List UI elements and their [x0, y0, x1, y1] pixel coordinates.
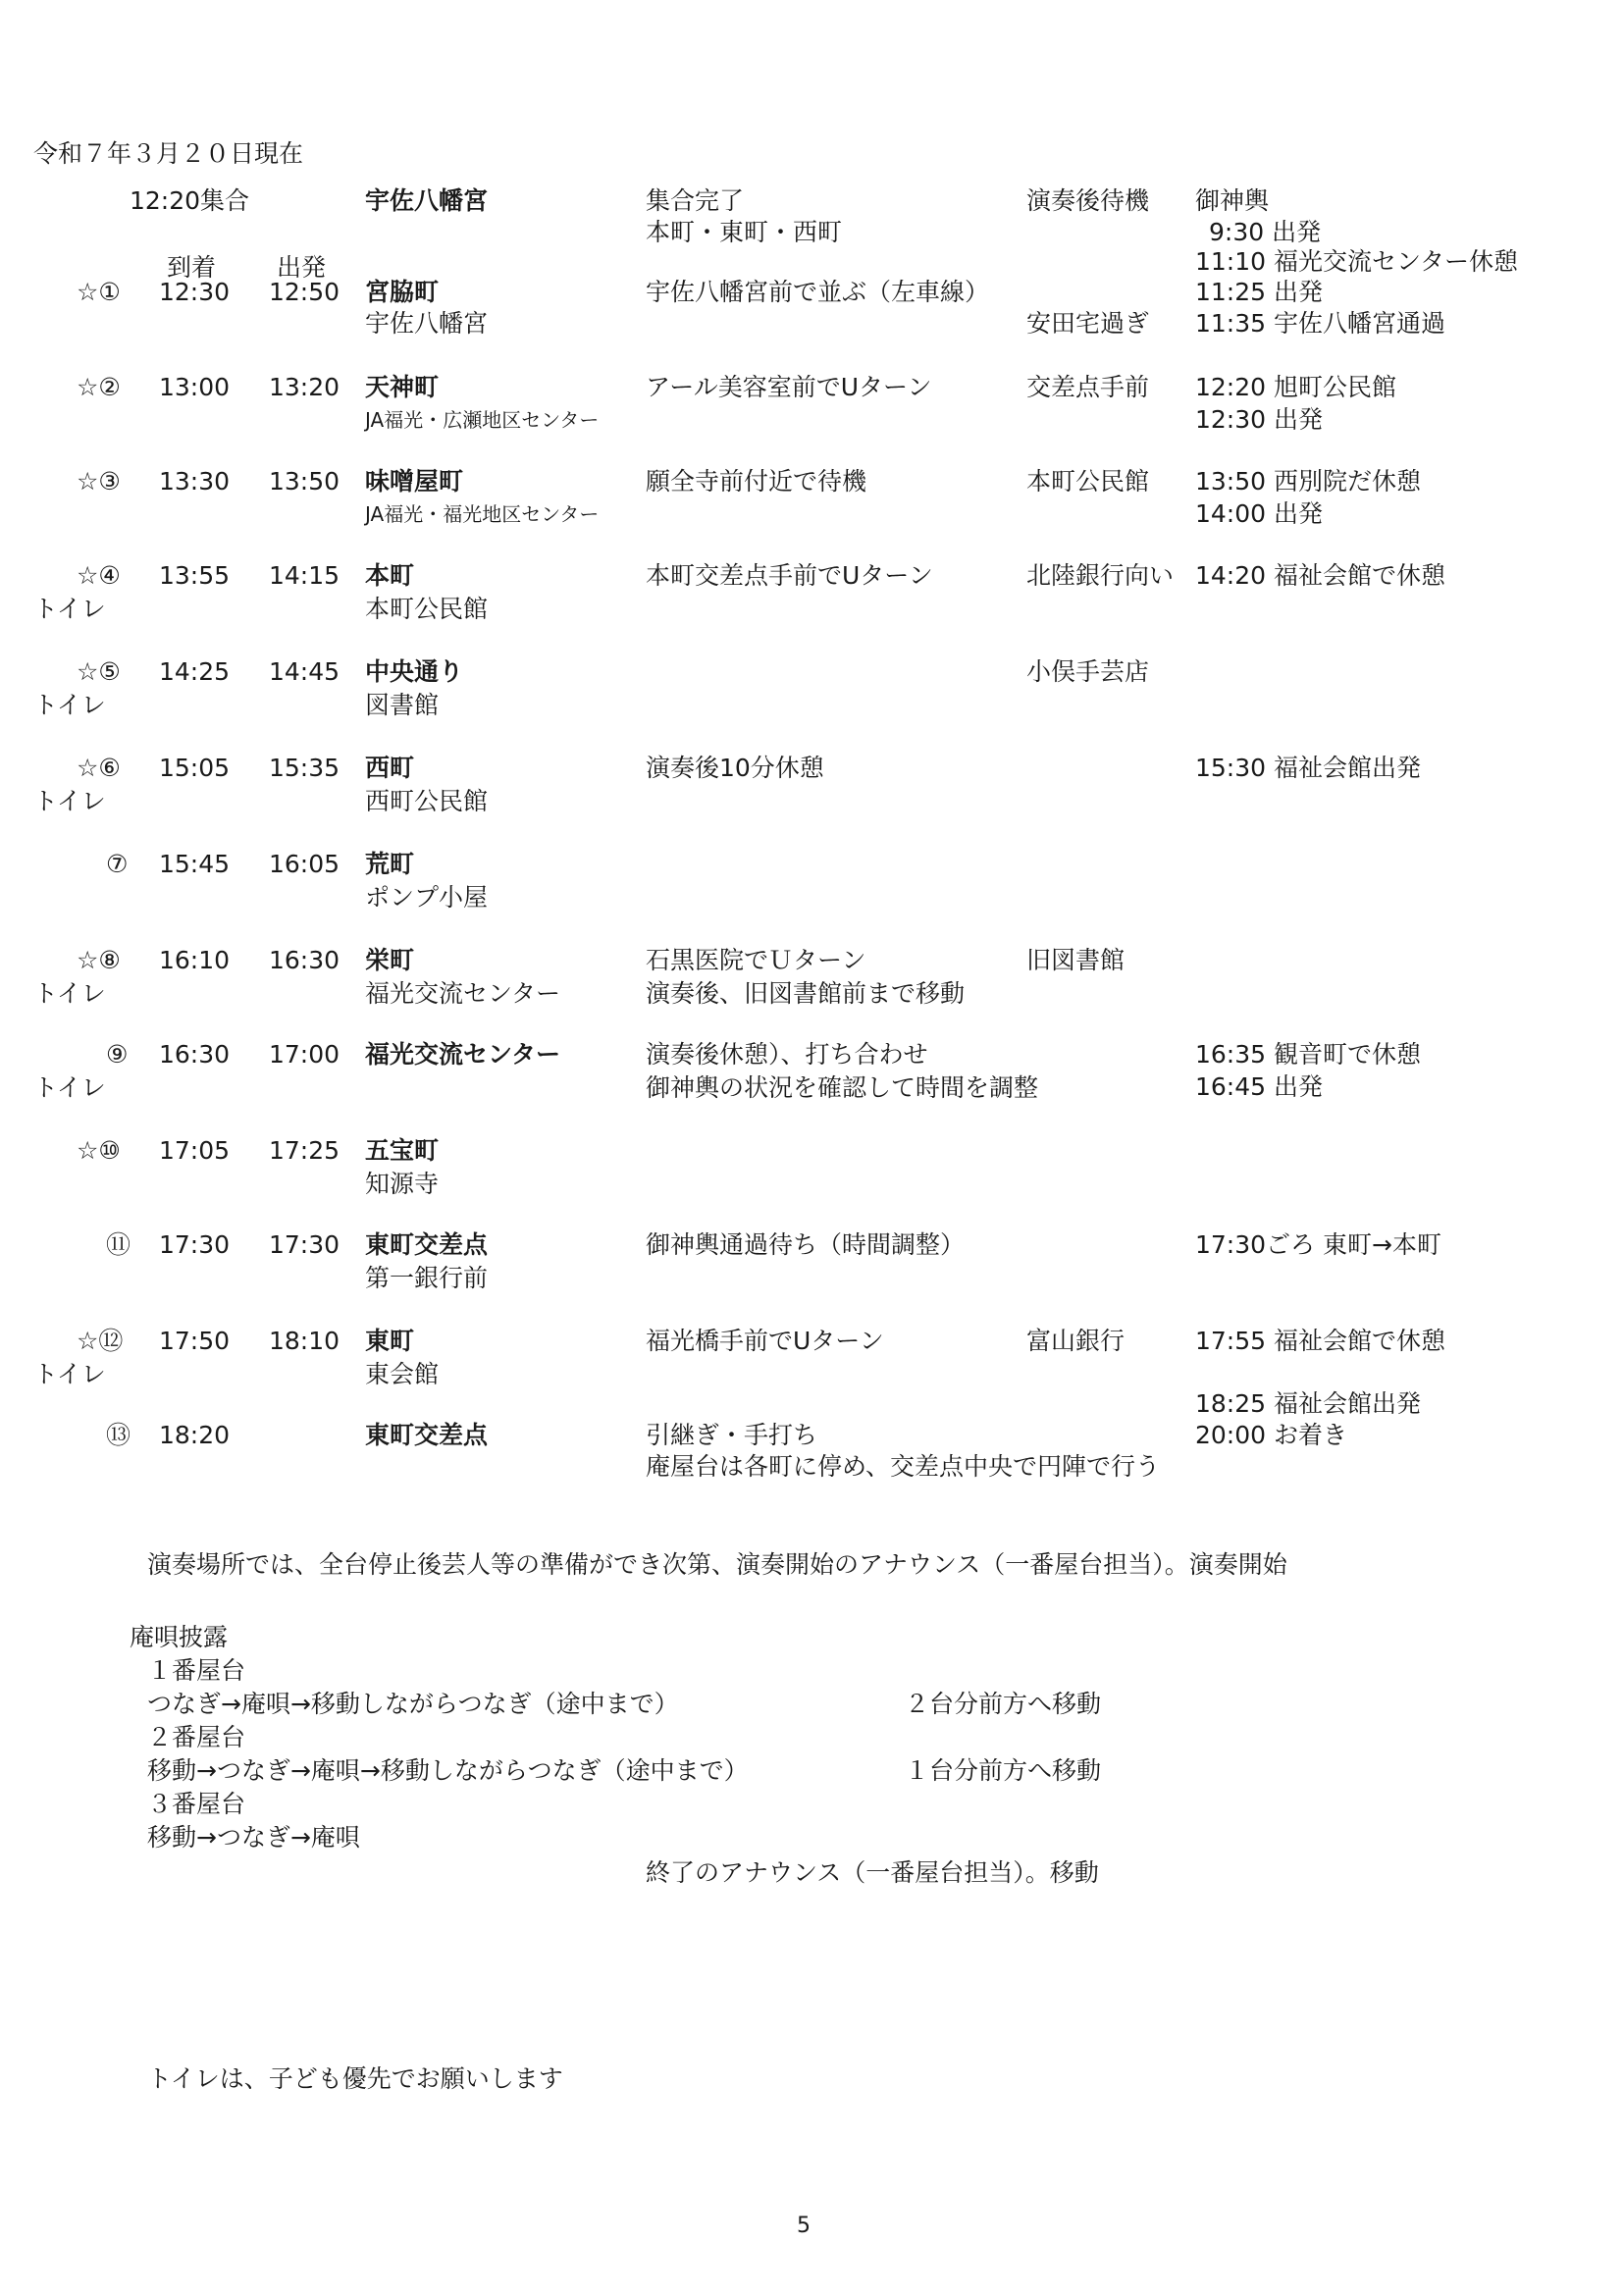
- mikoshi-entry: 14:20 福祉会館で休憩: [1195, 561, 1445, 590]
- stop-arrive: 14:25: [159, 657, 231, 686]
- stop-town: 西町: [365, 754, 415, 782]
- anuta-end-note: 終了のアナウンス（一番屋台担当）。移動: [646, 1858, 1099, 1887]
- stop-place: JA福光・広瀬地区センター: [365, 408, 600, 432]
- stop-arrive: 17:50: [159, 1327, 231, 1355]
- stop-note: 本町交差点手前でUターン: [646, 561, 933, 590]
- stop-town: 中央通り: [365, 657, 464, 686]
- mikoshi-entry: 9:30 出発: [1209, 218, 1322, 246]
- stop-mark: ⑦: [106, 850, 129, 878]
- stop-town: 五宝町: [365, 1136, 440, 1165]
- yatai-2-sequence: 移動→つなぎ→庵唄→移動しながらつなぎ（途中まで）: [147, 1756, 749, 1785]
- mikoshi-entry: 11:25 出発: [1195, 278, 1323, 306]
- stop-town: 栄町: [365, 946, 415, 974]
- yatai-2-label: ２番屋台: [147, 1723, 246, 1751]
- stop-depart: 13:20: [269, 373, 340, 401]
- stop-place: 知源寺: [365, 1170, 440, 1198]
- stop-location: 交差点手前: [1026, 373, 1150, 401]
- stop-mark: ⑬: [106, 1421, 131, 1449]
- toilet-label: トイレ: [33, 979, 106, 1008]
- stop-town: 天神町: [365, 373, 440, 401]
- mikoshi-entry: 14:00 出発: [1195, 499, 1323, 528]
- stop-depart: 12:50: [269, 278, 340, 306]
- gather-standby: 演奏後待機: [1026, 186, 1150, 215]
- stop-mark: ⑪: [106, 1230, 131, 1259]
- stop-mark: ☆⑫: [77, 1327, 124, 1355]
- mikoshi-entry: 18:25 福祉会館出発: [1195, 1389, 1421, 1418]
- gather-time: 12:20集合: [130, 186, 250, 215]
- mikoshi-entry: 20:00 お着き: [1195, 1421, 1347, 1449]
- mikoshi-entry: 15:30 福祉会館出発: [1195, 754, 1421, 782]
- column-depart: 出発: [277, 253, 327, 282]
- toilet-label: トイレ: [33, 1073, 106, 1102]
- mikoshi-entry: 17:30ごろ 東町→本町: [1195, 1230, 1441, 1259]
- stop-arrive: 16:30: [159, 1040, 231, 1069]
- stop-mark: ☆③: [77, 467, 121, 496]
- stop-depart: 17:25: [269, 1136, 340, 1165]
- stop-place: 宇佐八幡宮: [365, 309, 489, 338]
- toilet-label: トイレ: [33, 595, 106, 623]
- stop-place: JA福光・福光地区センター: [365, 502, 600, 526]
- stop-mark: ☆⑥: [77, 754, 121, 782]
- stop-depart: 16:05: [269, 850, 340, 878]
- stop-mark: ☆⑩: [77, 1136, 121, 1165]
- stop-town: 味噌屋町: [365, 467, 464, 496]
- yatai-1-sequence: つなぎ→庵唄→移動しながらつなぎ（途中まで）: [147, 1690, 679, 1718]
- stop-depart: 16:30: [269, 946, 340, 974]
- mikoshi-entry: 17:55 福祉会館で休憩: [1195, 1327, 1445, 1355]
- stop-note: アール美容室前でUターン: [646, 373, 932, 401]
- stop-town: 東町交差点: [365, 1421, 489, 1449]
- stop-arrive: 13:00: [159, 373, 231, 401]
- stop-town: 本町: [365, 561, 415, 590]
- stop-town: 福光交流センター: [365, 1040, 561, 1069]
- stop-note-2: 御神輿の状況を確認して時間を調整: [646, 1073, 1039, 1102]
- gather-place: 宇佐八幡宮: [365, 186, 489, 215]
- yatai-3-label: ３番屋台: [147, 1790, 246, 1818]
- stop-note: 願全寺前付近で待機: [646, 467, 867, 496]
- yatai-3-sequence: 移動→つなぎ→庵唄: [147, 1823, 360, 1852]
- mikoshi-title: 御神輿: [1195, 186, 1270, 215]
- stop-town: 宮脇町: [365, 278, 440, 306]
- stop-depart: 15:35: [269, 754, 340, 782]
- yatai-2-move: １台分前方へ移動: [905, 1756, 1102, 1785]
- stop-arrive: 13:55: [159, 561, 231, 590]
- stop-arrive: 13:30: [159, 467, 231, 496]
- stop-note-2: 庵屋台は各町に停め、交差点中央で円陣で行う: [646, 1452, 1161, 1481]
- stop-note: 石黒医院でＵターン: [646, 946, 866, 974]
- performance-note: 演奏場所では、全台停止後芸人等の準備ができ次第、演奏開始のアナウンス（一番屋台担当）。演奏開始: [147, 1550, 1287, 1579]
- stop-mark: ☆⑧: [77, 946, 121, 974]
- stop-place: 西町公民館: [365, 787, 489, 815]
- stop-place: ポンプ小屋: [365, 883, 489, 912]
- stop-arrive: 16:10: [159, 946, 231, 974]
- gather-towns: 本町・東町・西町: [646, 218, 843, 246]
- stop-arrive: 15:05: [159, 754, 231, 782]
- gather-status: 集合完了: [646, 186, 745, 215]
- stop-location: 北陸銀行向い: [1026, 561, 1175, 590]
- stop-arrive: 17:05: [159, 1136, 231, 1165]
- mikoshi-entry: 16:35 観音町で休憩: [1195, 1040, 1421, 1069]
- mikoshi-entry: 16:45 出発: [1195, 1072, 1323, 1101]
- stop-note: 引継ぎ・手打ち: [646, 1421, 818, 1449]
- stop-mark: ☆②: [77, 373, 121, 401]
- mikoshi-entry: 13:50 西別院だ休憩: [1195, 467, 1421, 496]
- yatai-1-label: １番屋台: [147, 1656, 246, 1685]
- stop-location: 小俣手芸店: [1026, 657, 1150, 686]
- stop-depart: 14:45: [269, 657, 340, 686]
- anuta-title: 庵唄披露: [130, 1623, 229, 1651]
- stop-depart: 17:30: [269, 1230, 340, 1259]
- page-number: 5: [797, 2214, 811, 2238]
- column-arrive: 到着: [167, 253, 217, 282]
- stop-place: 第一銀行前: [365, 1264, 489, 1292]
- stop-depart: 17:00: [269, 1040, 340, 1069]
- stop-note: 御神輿通過待ち（時間調整）: [646, 1230, 966, 1259]
- stop-note-2: 演奏後、旧図書館前まで移動: [646, 979, 966, 1008]
- stop-place: 東会館: [365, 1360, 440, 1388]
- stop-location: 旧図書館: [1026, 946, 1126, 974]
- date-header: 令和７年３月２０日現在: [33, 139, 304, 168]
- stop-note: 宇佐八幡宮前で並ぶ（左車線）: [646, 278, 990, 306]
- stop-town: 荒町: [365, 850, 415, 878]
- stop-place: 福光交流センター: [365, 979, 561, 1008]
- stop-depart: 18:10: [269, 1327, 340, 1355]
- stop-location: 本町公民館: [1026, 467, 1150, 496]
- toilet-label: トイレ: [33, 787, 106, 815]
- stop-depart: 14:15: [269, 561, 340, 590]
- stop-mark: ☆⑤: [77, 657, 121, 686]
- yatai-1-move: ２台分前方へ移動: [905, 1690, 1102, 1718]
- stop-town: 東町: [365, 1327, 415, 1355]
- stop-mark: ⑨: [106, 1040, 129, 1069]
- mikoshi-entry: 12:20 旭町公民館: [1195, 373, 1396, 401]
- stop-place: 図書館: [365, 691, 440, 719]
- stop-note: 福光橋手前でUターン: [646, 1327, 884, 1355]
- toilet-label: トイレ: [33, 691, 106, 719]
- stop-note: 演奏後10分休憩: [646, 754, 824, 782]
- stop-arrive: 12:30: [159, 278, 231, 306]
- toilet-label: トイレ: [33, 1360, 106, 1388]
- toilet-note: トイレは、子ども優先でお願いします: [147, 2064, 563, 2093]
- stop-arrive: 18:20: [159, 1421, 231, 1449]
- stop-arrive: 15:45: [159, 850, 231, 878]
- stop-mark: ☆①: [77, 278, 121, 306]
- stop-location: 富山銀行: [1026, 1327, 1126, 1355]
- mikoshi-entry: 12:30 出発: [1195, 405, 1323, 434]
- stop-mark: ☆④: [77, 561, 121, 590]
- stop-location: 安田宅過ぎ: [1026, 309, 1150, 338]
- stop-town: 東町交差点: [365, 1230, 489, 1259]
- stop-note: 演奏後休憩）、打ち合わせ: [646, 1040, 928, 1069]
- mikoshi-entry: 11:35 宇佐八幡宮通過: [1195, 309, 1445, 338]
- mikoshi-entry: 11:10 福光交流センター休憩: [1195, 247, 1518, 276]
- stop-place: 本町公民館: [365, 595, 489, 623]
- stop-arrive: 17:30: [159, 1230, 231, 1259]
- stop-depart: 13:50: [269, 467, 340, 496]
